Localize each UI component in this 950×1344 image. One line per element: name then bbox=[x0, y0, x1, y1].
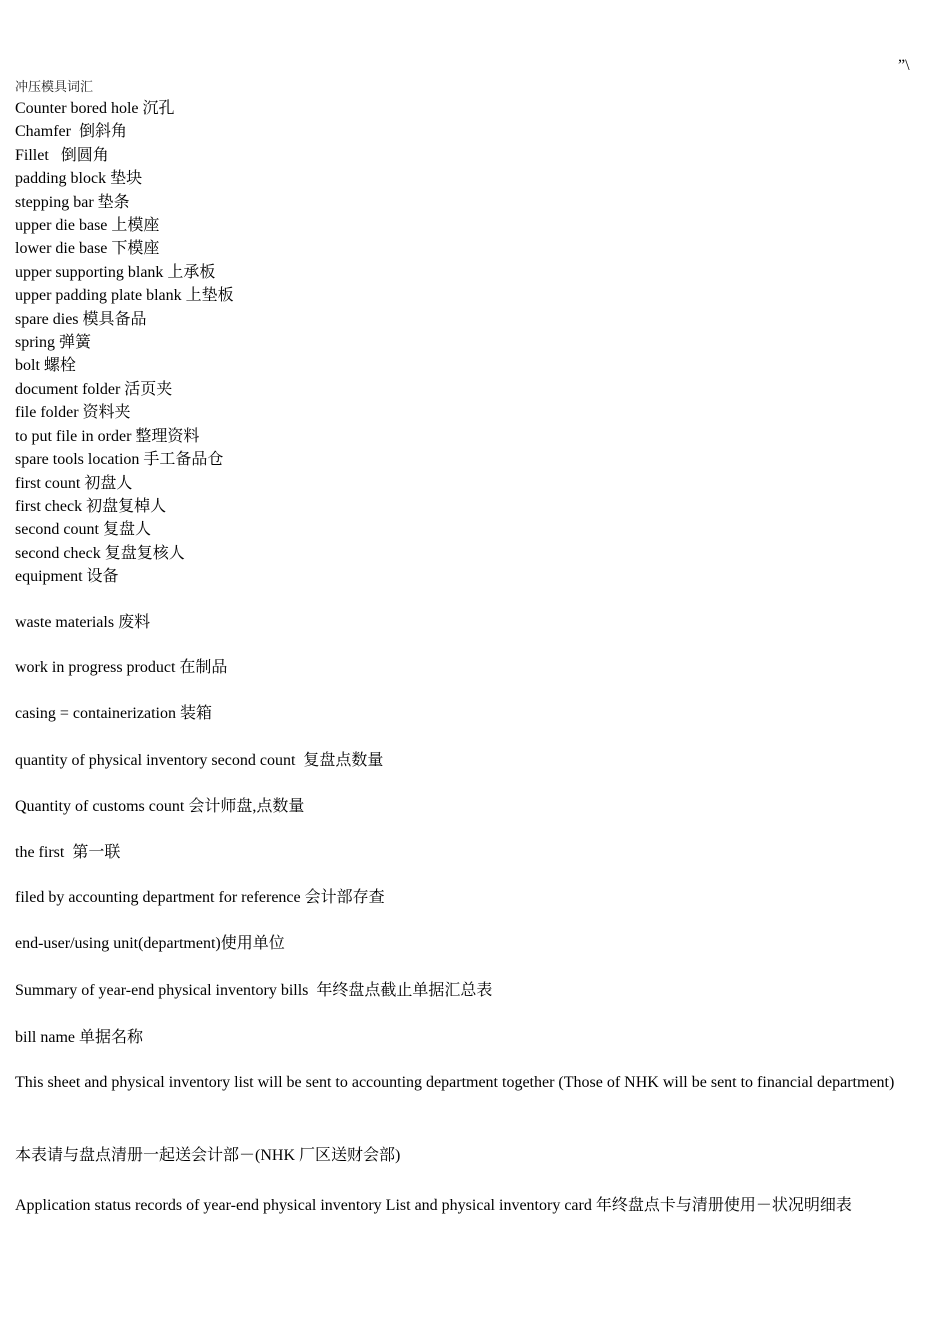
term-line: lower die base 下模座 bbox=[15, 240, 160, 258]
term-line: second check 复盘复核人 bbox=[15, 544, 185, 562]
term-line: quantity of physical inventory second count 复盘点数量 bbox=[15, 752, 384, 769]
term-line: first count 初盘人 bbox=[15, 474, 133, 492]
term-line: Summary of year-end physical inventory bills 年终盘点截止单据汇总表 bbox=[15, 982, 493, 999]
term-line: Chamfer 倒斜角 bbox=[15, 123, 127, 141]
term-line: casing = containerization 装箱 bbox=[15, 705, 212, 722]
term-line: upper supporting blank 上承板 bbox=[15, 263, 216, 281]
term-line: upper die base 上模座 bbox=[15, 217, 160, 235]
term-line: spring 弹簧 bbox=[15, 334, 92, 352]
term-line: bolt 螺栓 bbox=[15, 357, 76, 375]
term-line: padding block 垫块 bbox=[15, 170, 143, 188]
term-line: equipment 设备 bbox=[15, 568, 119, 586]
term-line: Fillet 倒圆角 bbox=[15, 146, 109, 164]
term-line: Quantity of customs count 会计师盘,点数量 bbox=[15, 798, 305, 815]
term-line: upper padding plate blank 上垫板 bbox=[15, 287, 234, 305]
term-line: Counter bored hole 沉孔 bbox=[15, 100, 175, 117]
paragraph-submission-note: This sheet and physical inventory list will be sent to accounting department together (Those of NHK will be sent to financial department) bbox=[15, 1074, 895, 1091]
term-list bbox=[15, 97, 905, 589]
term-line: end-user/using unit(department)使用单位 bbox=[15, 935, 285, 952]
term-line: first check 初盘复棹人 bbox=[15, 497, 167, 515]
term-line: to put file in order 整理资料 bbox=[15, 427, 200, 445]
document-heading: 冲压模具词汇 bbox=[15, 79, 94, 94]
term-line: work in progress product 在制品 bbox=[15, 659, 228, 676]
term-line: file folder 资料夹 bbox=[15, 404, 131, 422]
term-line: filed by accounting department for reference 会计部存查 bbox=[15, 889, 385, 906]
term-line: second count 复盘人 bbox=[15, 521, 151, 539]
term-line: stepping bar 垫条 bbox=[15, 193, 130, 211]
term-line: spare tools location 手工备品仓 bbox=[15, 451, 224, 469]
corner-mark: ”\ bbox=[898, 57, 910, 74]
paragraph-submission-note-cn: 本表请与盘点清册一起送会计部－(NHK 厂区送财会部) bbox=[15, 1147, 401, 1164]
term-line: waste materials 废料 bbox=[15, 614, 151, 631]
term-line: spare dies 模具备品 bbox=[15, 310, 147, 328]
term-line: document folder 活页夹 bbox=[15, 380, 173, 398]
term-line: the first 第一联 bbox=[15, 844, 121, 861]
paragraph-status-records: Application status records of year-end physical inventory List and physical inventory card 年终盘点卡与清册使用－状况明细表 bbox=[15, 1197, 852, 1214]
term-line: bill name 单据名称 bbox=[15, 1029, 143, 1046]
